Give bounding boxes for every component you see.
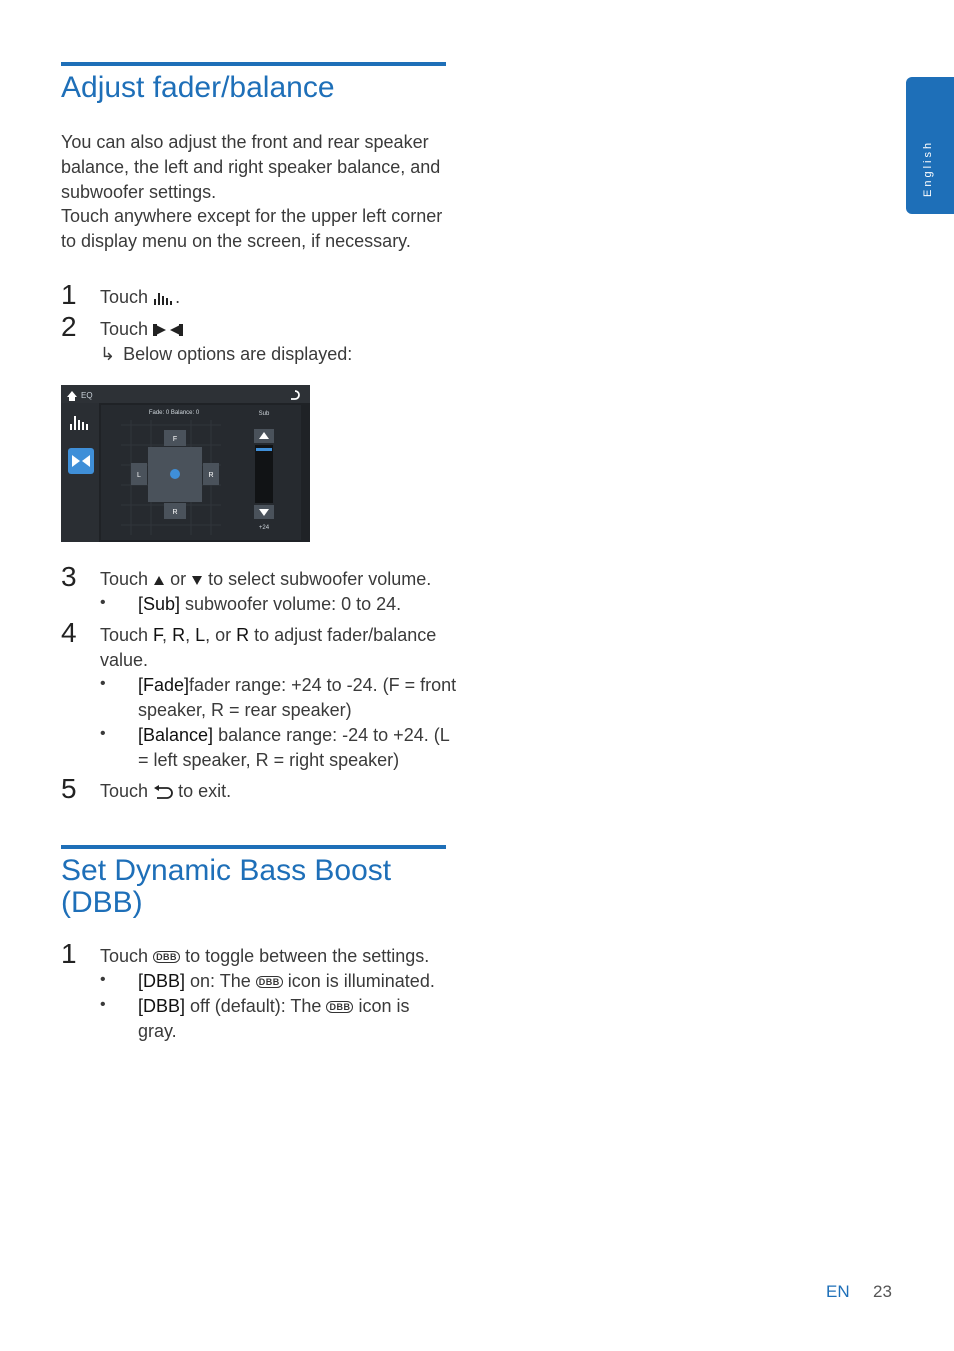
- section-rule: [61, 62, 446, 66]
- sub-level-indicator: [256, 448, 272, 451]
- step-1-text: [100, 285, 450, 310]
- dbb-step-text: [100, 944, 450, 969]
- footer-language: EN: [826, 1282, 850, 1301]
- fade-bullet-text: [138, 673, 458, 723]
- section-title-dbb: Set Dynamic Bass Boost (DBB): [61, 854, 392, 919]
- down-triangle-icon: [191, 574, 203, 586]
- screen-title: EQ: [81, 391, 93, 400]
- step-3-text: [100, 567, 460, 592]
- bullet-key: [DBB]: [138, 971, 186, 991]
- step-number: 3: [61, 561, 77, 592]
- fader-side-button: [68, 448, 94, 474]
- bullet: •: [100, 594, 106, 611]
- sub-value: +24: [258, 525, 270, 531]
- step-text-mid: or: [170, 569, 187, 589]
- fader-balance-icon: [153, 323, 183, 337]
- intro-paragraph-2: Touch anywhere except for the upper left corner to display menu on the screen, if necessary.: [61, 206, 443, 251]
- section-rule: [61, 845, 446, 849]
- bullet: •: [100, 725, 106, 742]
- step-text-pre: Touch: [100, 781, 149, 801]
- step-text-post: to adjust fader/balance value.: [100, 625, 437, 670]
- section-title-fader: Adjust fader/balance: [61, 71, 335, 104]
- balance-center-dot: [170, 469, 180, 479]
- fader-balance-screenshot: [61, 385, 310, 542]
- sub-label: Sub: [258, 411, 270, 417]
- screenshot-graphic: [61, 385, 310, 542]
- bullet-body-end: icon is gray.: [138, 996, 410, 1041]
- page-number: 23: [873, 1282, 892, 1301]
- step-text-pre: Touch: [100, 319, 149, 339]
- bullet: •: [100, 996, 106, 1013]
- bullet-key: [Sub]: [138, 594, 181, 614]
- bullet-body-end: icon is illuminated.: [287, 971, 435, 991]
- step-5-text: [100, 779, 450, 804]
- balance-bullet-text: [138, 723, 458, 773]
- fade-balance-readout: Fade: 0 Balance: 0: [148, 410, 200, 416]
- step-number: 5: [61, 773, 77, 804]
- bullet-body: subwoofer volume: 0 to 24.: [180, 594, 402, 614]
- key-r2: R: [236, 625, 250, 645]
- key-l: L: [195, 625, 206, 645]
- bullet-body: fader range: +24 to -24. (F = front speaker, R = rear speaker): [138, 675, 457, 720]
- step-number: 2: [61, 311, 77, 342]
- step-number: 4: [61, 617, 77, 648]
- dbb-icon: DBB: [153, 951, 180, 963]
- step-number: 1: [61, 279, 77, 310]
- step-text-post: to toggle between the settings.: [185, 946, 430, 966]
- step-text-post: .: [175, 287, 181, 307]
- step-4-text: Touch F, R, L, or R to adjust fader/balance value.: [100, 625, 437, 670]
- step-number: 1: [61, 938, 77, 969]
- dbb-on-bullet: [138, 969, 458, 994]
- step-2-text: [100, 317, 450, 342]
- equalizer-icon: [153, 291, 175, 305]
- bullet-key: [Fade]: [138, 675, 190, 695]
- bullet-key: [DBB]: [138, 996, 186, 1016]
- step-text-pre: Touch: [100, 946, 149, 966]
- step-text-pre: Touch: [100, 569, 149, 589]
- up-triangle-icon: [153, 574, 165, 586]
- dbb-icon: DBB: [326, 1001, 353, 1013]
- svg-text:R: R: [172, 509, 178, 516]
- step-2-result: [100, 342, 450, 367]
- key-f: F: [153, 625, 163, 645]
- svg-text:F: F: [172, 436, 178, 443]
- intro-paragraph: You can also adjust the front and rear speaker balance, the left and right speaker balance, and subwoofer settings.: [61, 132, 441, 202]
- key-r: R: [172, 625, 186, 645]
- language-tab: [906, 77, 954, 214]
- step-text-or: , or: [205, 625, 237, 645]
- bullet-body: balance range: -24 to +24. (L = left speaker, R = right speaker): [138, 725, 450, 770]
- bullet-body: off (default): The: [185, 996, 322, 1016]
- result-arrow-icon: ↳: [100, 344, 116, 364]
- language-tab-label: English: [922, 139, 934, 197]
- result-text: Below options are displayed:: [123, 344, 353, 364]
- bullet: •: [100, 675, 106, 692]
- step-text-pre: Touch: [100, 287, 149, 307]
- bullet-key: [Balance]: [138, 725, 214, 745]
- back-icon: [153, 785, 173, 799]
- bullet-body: on: The: [185, 971, 251, 991]
- svg-text:R: R: [208, 472, 214, 479]
- step-text-pre: Touch: [100, 625, 154, 645]
- step-text-post: to exit.: [178, 781, 232, 801]
- sub-bullet-text: [138, 592, 458, 617]
- dbb-icon: DBB: [256, 976, 283, 988]
- bullet: •: [100, 971, 106, 988]
- step-text-post: to select subwoofer volume.: [208, 569, 432, 589]
- dbb-off-bullet: [138, 994, 438, 1044]
- svg-text:L: L: [137, 472, 141, 479]
